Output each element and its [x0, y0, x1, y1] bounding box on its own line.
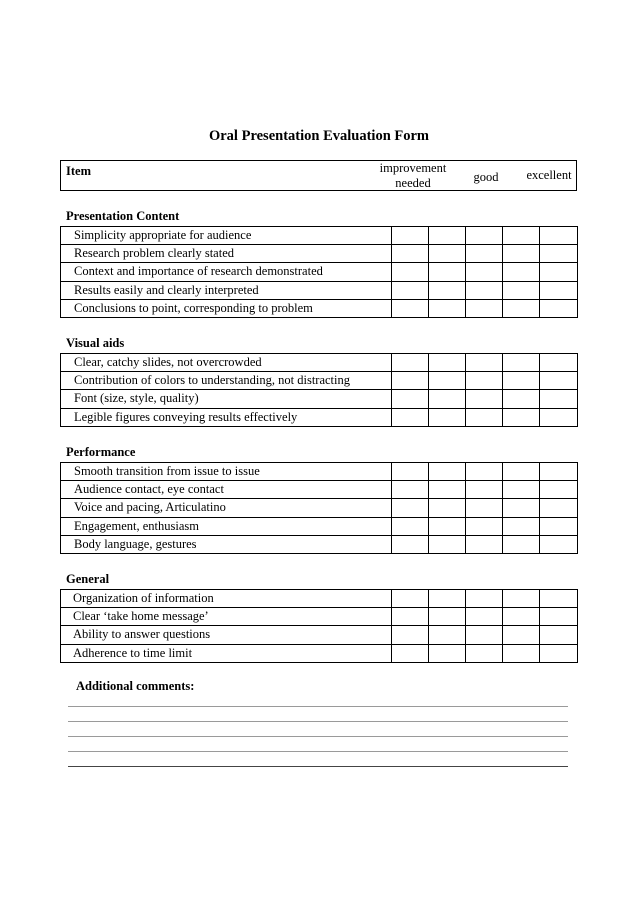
criterion-label: Context and importance of research demonstrated	[61, 263, 392, 281]
rating-cell[interactable]	[429, 227, 466, 245]
rating-cell[interactable]	[392, 390, 429, 408]
rating-cell[interactable]	[540, 354, 578, 372]
rating-cell[interactable]	[466, 590, 503, 608]
criterion-label: Body language, gestures	[61, 535, 392, 553]
section-title-visual-aids: Visual aids	[66, 336, 125, 350]
comment-line[interactable]	[68, 736, 568, 737]
rating-cell[interactable]	[392, 644, 429, 662]
table-row	[61, 481, 578, 499]
rating-cell[interactable]	[540, 227, 578, 245]
rating-cell[interactable]	[540, 281, 578, 299]
rating-cell[interactable]	[392, 281, 429, 299]
rating-cell[interactable]	[429, 281, 466, 299]
rating-cell[interactable]	[392, 299, 429, 317]
criterion-label: Legible figures conveying results effectively	[61, 408, 392, 426]
criterion-label: Ability to answer questions	[61, 626, 392, 644]
rating-cell[interactable]	[429, 245, 466, 263]
rating-cell[interactable]	[466, 463, 503, 481]
rating-cell[interactable]	[503, 608, 540, 626]
rating-cell[interactable]	[540, 626, 578, 644]
comment-line[interactable]	[68, 721, 568, 722]
rating-cell[interactable]	[466, 408, 503, 426]
table-row	[61, 626, 578, 644]
table-row	[61, 372, 578, 390]
rating-cell[interactable]	[540, 245, 578, 263]
rating-cell[interactable]	[540, 263, 578, 281]
rating-cell[interactable]	[503, 227, 540, 245]
rating-cell[interactable]	[429, 263, 466, 281]
rating-cell[interactable]	[503, 644, 540, 662]
rating-cell[interactable]	[466, 372, 503, 390]
rating-cell[interactable]	[466, 263, 503, 281]
criterion-label: Audience contact, eye contact	[61, 481, 392, 499]
criterion-label: Voice and pacing, Articulatino	[61, 499, 392, 517]
rating-cell[interactable]	[392, 372, 429, 390]
table-row	[61, 590, 578, 608]
header-good: good	[473, 170, 499, 184]
header-item: Item	[66, 164, 91, 178]
rating-cell[interactable]	[466, 390, 503, 408]
rating-cell[interactable]	[503, 263, 540, 281]
rating-cell[interactable]	[466, 227, 503, 245]
rating-cell[interactable]	[466, 245, 503, 263]
rating-cell[interactable]	[540, 517, 578, 535]
criterion-label: Conclusions to point, corresponding to problem	[61, 299, 392, 317]
rating-cell[interactable]	[429, 372, 466, 390]
rating-cell[interactable]	[540, 499, 578, 517]
rating-cell[interactable]	[540, 535, 578, 553]
additional-comments-title: Additional comments:	[76, 679, 195, 693]
rating-cell[interactable]	[503, 299, 540, 317]
rating-cell[interactable]	[540, 299, 578, 317]
header-improvement-line2: needed	[395, 176, 431, 190]
form-title: Oral Presentation Evaluation Form	[208, 128, 430, 144]
comment-line[interactable]	[68, 766, 568, 767]
criterion-label: Clear, catchy slides, not overcrowded	[61, 354, 392, 372]
rating-cell[interactable]	[392, 499, 429, 517]
rating-cell[interactable]	[503, 281, 540, 299]
rating-cell[interactable]	[392, 245, 429, 263]
table-row	[61, 463, 578, 481]
table-row	[61, 263, 578, 281]
rating-cell[interactable]	[429, 608, 466, 626]
rating-cell[interactable]	[392, 517, 429, 535]
rating-cell[interactable]	[392, 463, 429, 481]
rating-cell[interactable]	[466, 481, 503, 499]
rating-cell[interactable]	[466, 517, 503, 535]
rating-cell[interactable]	[429, 535, 466, 553]
table-row	[61, 227, 578, 245]
section-table-performance	[60, 462, 578, 554]
rating-cell[interactable]	[503, 372, 540, 390]
criterion-label: Smooth transition from issue to issue	[61, 463, 392, 481]
rating-cell[interactable]	[503, 390, 540, 408]
rating-cell[interactable]	[503, 245, 540, 263]
rating-cell[interactable]	[429, 390, 466, 408]
rating-cell[interactable]	[392, 227, 429, 245]
header-row	[60, 160, 577, 191]
rating-cell[interactable]	[392, 408, 429, 426]
rating-cell[interactable]	[503, 463, 540, 481]
criterion-label: Clear ‘take home message’	[61, 608, 392, 626]
criterion-label: Engagement, enthusiasm	[61, 517, 392, 535]
rating-cell[interactable]	[503, 517, 540, 535]
table-row	[61, 517, 578, 535]
section-table-visual-aids	[60, 353, 578, 427]
criterion-label: Font (size, style, quality)	[61, 390, 392, 408]
rating-cell[interactable]	[392, 608, 429, 626]
rating-cell[interactable]	[503, 499, 540, 517]
section-title-presentation-content: Presentation Content	[66, 209, 180, 223]
header-improvement-line1: improvement	[379, 161, 447, 175]
table-row	[61, 245, 578, 263]
rating-cell[interactable]	[540, 372, 578, 390]
rating-cell[interactable]	[429, 481, 466, 499]
rating-cell[interactable]	[392, 354, 429, 372]
rating-cell[interactable]	[503, 626, 540, 644]
rating-cell[interactable]	[466, 608, 503, 626]
rating-cell[interactable]	[503, 535, 540, 553]
rating-cell[interactable]	[429, 463, 466, 481]
rating-cell[interactable]	[466, 535, 503, 553]
rating-cell[interactable]	[392, 590, 429, 608]
rating-cell[interactable]	[540, 390, 578, 408]
rating-cell[interactable]	[503, 481, 540, 499]
table-row	[61, 499, 578, 517]
rating-cell[interactable]	[429, 408, 466, 426]
rating-cell[interactable]	[466, 499, 503, 517]
rating-cell[interactable]	[429, 644, 466, 662]
criterion-label: Adherence to time limit	[61, 644, 392, 662]
section-table-presentation-content	[60, 226, 578, 318]
rating-cell[interactable]	[392, 535, 429, 553]
rating-cell[interactable]	[503, 590, 540, 608]
table-row	[61, 608, 578, 626]
table-row	[61, 535, 578, 553]
table-row	[61, 390, 578, 408]
rating-cell[interactable]	[540, 644, 578, 662]
table-row	[61, 281, 578, 299]
section-title-general: General	[66, 572, 110, 586]
comment-line[interactable]	[68, 706, 568, 707]
rating-cell[interactable]	[466, 354, 503, 372]
rating-cell[interactable]	[466, 626, 503, 644]
rating-cell[interactable]	[466, 299, 503, 317]
rating-cell[interactable]	[429, 590, 466, 608]
rating-cell[interactable]	[466, 281, 503, 299]
table-row	[61, 408, 578, 426]
rating-cell[interactable]	[392, 626, 429, 644]
header-excellent: excellent	[526, 168, 572, 182]
rating-cell[interactable]	[429, 354, 466, 372]
table-row	[61, 644, 578, 662]
rating-cell[interactable]	[392, 263, 429, 281]
rating-cell[interactable]	[503, 408, 540, 426]
rating-cell[interactable]	[540, 608, 578, 626]
rating-cell[interactable]	[540, 463, 578, 481]
criterion-label: Research problem clearly stated	[61, 245, 392, 263]
rating-cell[interactable]	[392, 481, 429, 499]
criterion-label: Organization of information	[61, 590, 392, 608]
criterion-label: Results easily and clearly interpreted	[61, 281, 392, 299]
criterion-label: Simplicity appropriate for audience	[61, 227, 392, 245]
rating-cell[interactable]	[429, 299, 466, 317]
rating-cell[interactable]	[540, 590, 578, 608]
table-row	[61, 354, 578, 372]
rating-cell[interactable]	[466, 644, 503, 662]
section-title-performance: Performance	[66, 445, 136, 459]
section-table-general	[60, 589, 578, 663]
rating-cell[interactable]	[540, 481, 578, 499]
rating-cell[interactable]	[429, 517, 466, 535]
rating-cell[interactable]	[540, 408, 578, 426]
header-improvement-needed	[373, 161, 453, 191]
rating-cell[interactable]	[429, 626, 466, 644]
table-row	[61, 299, 578, 317]
comment-line[interactable]	[68, 751, 568, 752]
rating-cell[interactable]	[503, 354, 540, 372]
rating-cell[interactable]	[429, 499, 466, 517]
criterion-label: Contribution of colors to understanding, not distracting	[61, 372, 392, 390]
